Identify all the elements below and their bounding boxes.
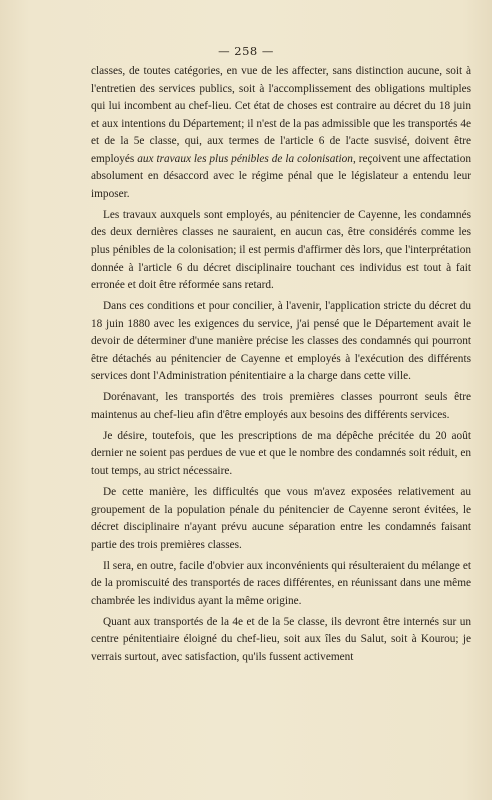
paragraph-1-text-end: , reçoivent une affectation absolument en désaccord avec le régime pénal que le législateur a entendu leur imposer. (91, 152, 471, 200)
paragraph-8 (91, 614, 471, 667)
paragraph-1-text: classes, de toutes catégories, en vue de les affecter, sans distinction aucune, soit à l'entretien des services publics, soit à l'accomplissement des obligations multiples qui lui incombent au chef-lieu. Cet état de choses est contraire au décret du 18 juin et aux intentions du Département; il n'est de la pas admissible que les transportés 4e et de la 5e classe, qui, aux termes de l'article 6 de l'acte susvisé, doivent être employés (91, 65, 471, 165)
paragraph-7-text: Il sera, en outre, facile d'obvier aux inconvénients qui résulteraient du mélange et de la promiscuité des transportés de races différentes, en réunissant dans une même chambrée les individus ayant la même origine. (91, 559, 471, 607)
body-text (91, 63, 471, 670)
paragraph-6-text: De cette manière, les difficultés que vous m'avez exposées relativement au groupement de la population pénale du pénitencier de Cayenne seront évitées, le décret disciplinaire n'ayant prévu aucune séparation entre les condamnés faisant partie des trois premières classes. (91, 486, 471, 551)
page-number: — 258 — (218, 44, 274, 58)
paragraph-7 (91, 558, 471, 611)
paragraph-2-text: Les travaux auxquels sont employés, au pénitencier de Cayenne, les condamnés des deux dernières classes ne sauraient, en aucun cas, être considérés comme les plus pénibles de la colonisation; il est permis d'affirmer dès lors, que l'interprétation donnée à l'article 6 du décret disciplinaire touchant ces individus est tout à fait erronée et doit être réformée sans retard. (91, 208, 471, 292)
paragraph-3 (91, 298, 471, 386)
paragraph-5-text: Je désire, toutefois, que les prescriptions de ma dépêche précitée du 20 août dernier ne soient pas perdues de vue et que le nombre des condamnés soit réduit, en tout temps, au strict nécessaire. (91, 429, 471, 478)
paragraph-1 (91, 63, 471, 203)
paragraph-6 (91, 484, 471, 554)
paragraph-8-text: Quant aux transportés de la 4e et de la 5e classe, ils devront être internés sur un centre pénitentiaire éloigné du chef-lieu, soit aux îles du Salut, soit à Kourou; je verrais surtout, avec satisfaction, qu'ils fussent activement (91, 615, 471, 663)
paragraph-3-text: Dans ces conditions et pour concilier, à l'avenir, l'application stricte du décret du 18 juin 1880 avec les exigences du service, j'ai pensé que le Département avait le devoir de déterminer d'une manière précise les classes des condamnés qui pourront être détachés au pénitencier de Cayenne et employés à l'exécution des différents services dont l'Administration pénitentiaire a la charge dans cette ville. (91, 300, 471, 383)
paragraph-4 (91, 389, 471, 424)
paragraph-2 (91, 207, 471, 295)
paragraph-1-italic-text: aux travaux les plus pénibles de la colonisation (137, 152, 353, 165)
paragraph-5 (91, 428, 471, 481)
paragraph-4-text: Dorénavant, les transportés des trois premières classes pourront seuls être maintenus au chef-lieu afin d'être employés aux besoins des différents services. (91, 391, 471, 421)
